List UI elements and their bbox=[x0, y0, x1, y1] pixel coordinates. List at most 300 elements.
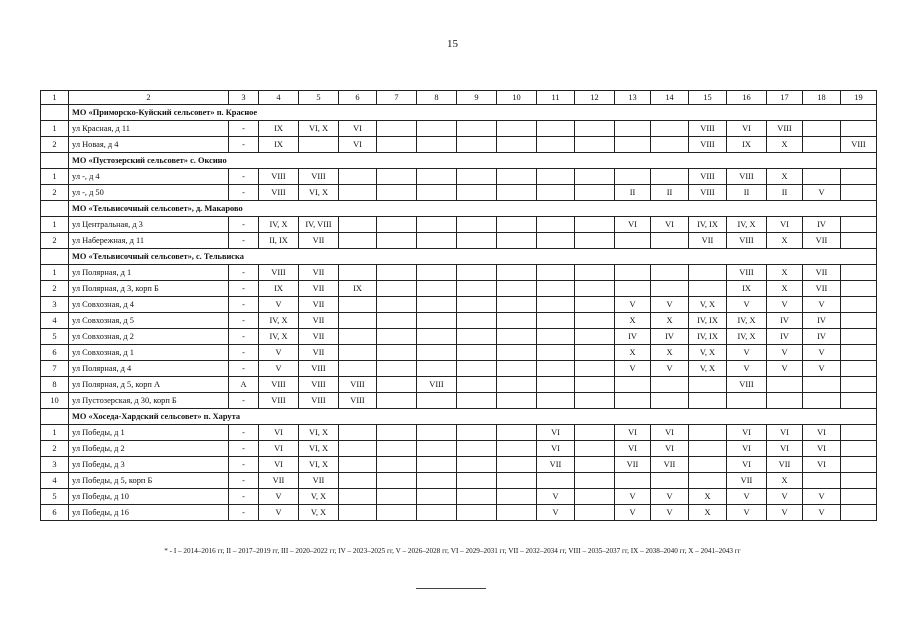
table-cell: VII bbox=[299, 297, 339, 313]
table-cell bbox=[689, 441, 727, 457]
table-cell bbox=[841, 393, 877, 409]
address-cell: ул Красная, д 11 bbox=[69, 121, 229, 137]
table-cell bbox=[497, 233, 537, 249]
table-cell: VII bbox=[299, 329, 339, 345]
table-cell: V bbox=[727, 297, 767, 313]
table-cell: V bbox=[727, 361, 767, 377]
row-number-cell: 4 bbox=[41, 473, 69, 489]
table-cell bbox=[417, 217, 457, 233]
table-cell bbox=[651, 137, 689, 153]
table-cell bbox=[575, 457, 615, 473]
table-cell bbox=[803, 377, 841, 393]
table-row bbox=[41, 313, 877, 329]
table-cell bbox=[689, 473, 727, 489]
address-cell: ул Победы, д 5, корп Б bbox=[69, 473, 229, 489]
table-cell bbox=[615, 473, 651, 489]
table-cell bbox=[575, 505, 615, 521]
table-cell: - bbox=[229, 393, 259, 409]
table-cell bbox=[457, 473, 497, 489]
table-cell bbox=[537, 393, 575, 409]
table-cell: А bbox=[229, 377, 259, 393]
table-cell bbox=[575, 393, 615, 409]
table-row bbox=[41, 345, 877, 361]
table-cell bbox=[377, 377, 417, 393]
section-title: МО «Тельвисочный сельсовет», д. Макарово bbox=[69, 201, 877, 217]
table-cell bbox=[377, 137, 417, 153]
table-cell: V bbox=[767, 361, 803, 377]
table-cell bbox=[803, 393, 841, 409]
table-cell: IX bbox=[727, 281, 767, 297]
column-header: 1 bbox=[41, 91, 69, 105]
row-number-cell: 8 bbox=[41, 377, 69, 393]
table-cell bbox=[377, 265, 417, 281]
table-cell bbox=[727, 393, 767, 409]
table-cell: IX bbox=[727, 137, 767, 153]
table-cell: V bbox=[615, 489, 651, 505]
table-cell bbox=[651, 473, 689, 489]
table-cell bbox=[575, 313, 615, 329]
table-cell bbox=[575, 185, 615, 201]
table-cell: V bbox=[259, 297, 299, 313]
table-cell bbox=[497, 297, 537, 313]
table-cell bbox=[457, 185, 497, 201]
column-header: 18 bbox=[803, 91, 841, 105]
table-cell bbox=[377, 457, 417, 473]
table-cell: X bbox=[651, 345, 689, 361]
table-cell bbox=[417, 329, 457, 345]
table-cell bbox=[651, 233, 689, 249]
table-cell: VII bbox=[727, 473, 767, 489]
table-cell bbox=[377, 169, 417, 185]
table-cell bbox=[377, 329, 417, 345]
table-cell bbox=[575, 217, 615, 233]
table-cell bbox=[457, 329, 497, 345]
table-cell: VI, X bbox=[299, 457, 339, 473]
column-header: 19 bbox=[841, 91, 877, 105]
row-number-cell: 1 bbox=[41, 265, 69, 281]
column-header: 7 bbox=[377, 91, 417, 105]
table-cell: X bbox=[767, 137, 803, 153]
table-cell: X bbox=[689, 505, 727, 521]
table-cell: - bbox=[229, 457, 259, 473]
table-cell: VI bbox=[259, 457, 299, 473]
table-cell: V, X bbox=[299, 489, 339, 505]
table-cell: X bbox=[651, 313, 689, 329]
table-cell bbox=[841, 313, 877, 329]
table-cell bbox=[841, 265, 877, 281]
footnote: * - I – 2014–2016 гг, II – 2017–2019 гг, III – 2020–2022 гг, IV – 2023–2025 гг, V – 2026–2028 гг, VI – 2029–2031 гг, VII – 2032–2034 гг, VIII – 2035–2037 гг, IX – 2038–2040 гг, X – 2041–2043 гг bbox=[164, 547, 741, 555]
table-cell: - bbox=[229, 137, 259, 153]
address-cell: ул Набережная, д 11 bbox=[69, 233, 229, 249]
row-number-cell: 2 bbox=[41, 233, 69, 249]
table-cell bbox=[339, 361, 377, 377]
table-cell: - bbox=[229, 121, 259, 137]
table-cell bbox=[841, 425, 877, 441]
column-header: 12 bbox=[575, 91, 615, 105]
column-header: 3 bbox=[229, 91, 259, 105]
table-cell: V, X bbox=[299, 505, 339, 521]
table-cell bbox=[841, 185, 877, 201]
table-cell bbox=[537, 313, 575, 329]
table-cell: V bbox=[767, 297, 803, 313]
table-cell bbox=[497, 137, 537, 153]
table-cell: V bbox=[651, 361, 689, 377]
table-cell bbox=[417, 489, 457, 505]
table-cell: VI bbox=[803, 441, 841, 457]
address-cell: ул Пустозерская, д 30, корп Б bbox=[69, 393, 229, 409]
table-cell bbox=[457, 393, 497, 409]
column-header: 9 bbox=[457, 91, 497, 105]
schedule-table-body bbox=[41, 91, 877, 521]
column-header: 14 bbox=[651, 91, 689, 105]
table-cell bbox=[339, 265, 377, 281]
table-cell bbox=[417, 505, 457, 521]
table-cell bbox=[841, 377, 877, 393]
table-cell bbox=[457, 377, 497, 393]
table-cell bbox=[417, 265, 457, 281]
table-cell bbox=[377, 425, 417, 441]
address-cell: ул Победы, д 3 bbox=[69, 457, 229, 473]
table-cell bbox=[457, 265, 497, 281]
table-cell bbox=[377, 505, 417, 521]
table-cell: - bbox=[229, 489, 259, 505]
table-cell bbox=[417, 137, 457, 153]
table-cell: VII bbox=[767, 457, 803, 473]
section-blank-cell bbox=[41, 153, 69, 169]
table-cell: V bbox=[259, 345, 299, 361]
section-header-row bbox=[41, 153, 877, 169]
section-blank-cell bbox=[41, 105, 69, 121]
table-cell: - bbox=[229, 169, 259, 185]
column-header: 11 bbox=[537, 91, 575, 105]
table-cell bbox=[497, 121, 537, 137]
address-cell: ул Победы, д 1 bbox=[69, 425, 229, 441]
table-cell: VI, X bbox=[299, 121, 339, 137]
table-cell bbox=[841, 361, 877, 377]
table-cell bbox=[377, 345, 417, 361]
table-cell: IV bbox=[767, 329, 803, 345]
table-cell bbox=[537, 329, 575, 345]
section-blank-cell bbox=[41, 409, 69, 425]
table-cell: VIII bbox=[417, 377, 457, 393]
table-cell: V bbox=[727, 505, 767, 521]
table-row bbox=[41, 281, 877, 297]
table-row bbox=[41, 265, 877, 281]
table-cell bbox=[497, 361, 537, 377]
table-cell: IV, IX bbox=[689, 217, 727, 233]
table-cell: V bbox=[259, 361, 299, 377]
table-cell bbox=[417, 425, 457, 441]
table-cell bbox=[615, 377, 651, 393]
table-cell: V bbox=[803, 361, 841, 377]
table-cell: VIII bbox=[259, 169, 299, 185]
table-cell: VI bbox=[727, 121, 767, 137]
row-number-cell: 6 bbox=[41, 345, 69, 361]
table-cell: X bbox=[767, 233, 803, 249]
table-cell: - bbox=[229, 505, 259, 521]
table-cell bbox=[377, 233, 417, 249]
table-cell: IV bbox=[803, 217, 841, 233]
table-cell bbox=[497, 377, 537, 393]
table-cell bbox=[457, 281, 497, 297]
table-cell bbox=[377, 281, 417, 297]
table-cell: IV, IX bbox=[689, 329, 727, 345]
table-row bbox=[41, 233, 877, 249]
table-cell: VI bbox=[339, 137, 377, 153]
table-cell bbox=[651, 281, 689, 297]
column-header: 10 bbox=[497, 91, 537, 105]
table-cell bbox=[575, 265, 615, 281]
table-cell: VIII bbox=[259, 377, 299, 393]
table-row bbox=[41, 441, 877, 457]
table-cell: VIII bbox=[841, 137, 877, 153]
table-cell bbox=[651, 169, 689, 185]
table-cell bbox=[497, 457, 537, 473]
table-cell bbox=[841, 297, 877, 313]
column-header: 8 bbox=[417, 91, 457, 105]
table-cell: - bbox=[229, 233, 259, 249]
table-cell: VI bbox=[767, 441, 803, 457]
table-cell: VI bbox=[537, 441, 575, 457]
table-cell: - bbox=[229, 329, 259, 345]
table-row bbox=[41, 489, 877, 505]
table-cell bbox=[575, 297, 615, 313]
address-cell: ул -, д 50 bbox=[69, 185, 229, 201]
table-cell bbox=[497, 393, 537, 409]
table-row bbox=[41, 377, 877, 393]
table-cell bbox=[457, 425, 497, 441]
table-cell: IV bbox=[767, 313, 803, 329]
table-cell bbox=[615, 265, 651, 281]
row-number-cell: 2 bbox=[41, 137, 69, 153]
table-cell bbox=[841, 233, 877, 249]
row-number-cell: 2 bbox=[41, 441, 69, 457]
table-cell bbox=[417, 297, 457, 313]
table-cell bbox=[537, 137, 575, 153]
header-row bbox=[41, 91, 877, 105]
row-number-cell: 6 bbox=[41, 505, 69, 521]
table-cell: V bbox=[767, 505, 803, 521]
table-cell: VIII bbox=[259, 393, 299, 409]
section-header-row bbox=[41, 201, 877, 217]
section-title: МО «Тельвисочный сельсовет», с. Тельвиска bbox=[69, 249, 877, 265]
table-cell bbox=[803, 473, 841, 489]
table-cell: V bbox=[651, 297, 689, 313]
table-cell bbox=[497, 441, 537, 457]
table-cell: - bbox=[229, 473, 259, 489]
table-cell: VII bbox=[803, 281, 841, 297]
table-cell: - bbox=[229, 217, 259, 233]
table-row bbox=[41, 393, 877, 409]
table-cell bbox=[575, 233, 615, 249]
table-cell: IV, X bbox=[259, 217, 299, 233]
table-row bbox=[41, 361, 877, 377]
table-cell bbox=[575, 329, 615, 345]
table-cell bbox=[457, 121, 497, 137]
table-cell bbox=[537, 217, 575, 233]
table-cell bbox=[537, 473, 575, 489]
table-cell: VII bbox=[299, 345, 339, 361]
table-cell bbox=[651, 265, 689, 281]
table-cell: VIII bbox=[339, 393, 377, 409]
table-cell: VI bbox=[339, 121, 377, 137]
table-cell bbox=[417, 313, 457, 329]
table-cell: X bbox=[767, 169, 803, 185]
table-cell bbox=[575, 345, 615, 361]
table-cell bbox=[767, 393, 803, 409]
page-number: 15 bbox=[447, 38, 458, 50]
table-cell bbox=[417, 345, 457, 361]
table-cell: IV bbox=[803, 313, 841, 329]
table-cell: IX bbox=[259, 121, 299, 137]
table-cell: V bbox=[651, 505, 689, 521]
table-cell bbox=[417, 393, 457, 409]
table-row bbox=[41, 473, 877, 489]
table-cell bbox=[457, 441, 497, 457]
table-cell: VII bbox=[299, 473, 339, 489]
table-cell: VIII bbox=[689, 121, 727, 137]
row-number-cell: 3 bbox=[41, 297, 69, 313]
table-cell bbox=[417, 121, 457, 137]
table-cell bbox=[377, 473, 417, 489]
table-cell: V, X bbox=[689, 345, 727, 361]
table-cell bbox=[841, 169, 877, 185]
table-row bbox=[41, 121, 877, 137]
table-cell: VII bbox=[689, 233, 727, 249]
table-cell bbox=[417, 473, 457, 489]
column-header: 15 bbox=[689, 91, 727, 105]
table-cell: II bbox=[615, 185, 651, 201]
table-cell bbox=[615, 169, 651, 185]
table-cell: VI, X bbox=[299, 185, 339, 201]
table-cell: VIII bbox=[299, 393, 339, 409]
table-cell bbox=[377, 441, 417, 457]
table-cell bbox=[497, 345, 537, 361]
table-cell bbox=[841, 457, 877, 473]
table-cell bbox=[537, 265, 575, 281]
table-cell: VI, X bbox=[299, 425, 339, 441]
address-cell: ул Полярная, д 5, корп А bbox=[69, 377, 229, 393]
address-cell: ул Победы, д 16 bbox=[69, 505, 229, 521]
table-cell: V bbox=[803, 489, 841, 505]
address-cell: ул Совхозная, д 5 bbox=[69, 313, 229, 329]
table-cell bbox=[457, 233, 497, 249]
table-cell bbox=[575, 377, 615, 393]
row-number-cell: 1 bbox=[41, 169, 69, 185]
table-cell bbox=[615, 233, 651, 249]
table-cell bbox=[377, 217, 417, 233]
column-header: 16 bbox=[727, 91, 767, 105]
table-cell: X bbox=[767, 265, 803, 281]
table-cell: VI bbox=[615, 217, 651, 233]
table-cell bbox=[457, 505, 497, 521]
address-cell: ул Победы, д 10 bbox=[69, 489, 229, 505]
table-cell bbox=[497, 313, 537, 329]
table-cell: IV, IX bbox=[689, 313, 727, 329]
table-row bbox=[41, 297, 877, 313]
table-cell: VI bbox=[727, 441, 767, 457]
table-cell bbox=[417, 457, 457, 473]
table-cell bbox=[575, 121, 615, 137]
table-cell bbox=[339, 297, 377, 313]
table-cell: V bbox=[615, 361, 651, 377]
table-cell: VII bbox=[651, 457, 689, 473]
schedule-table bbox=[40, 90, 877, 521]
table-cell: IV, VIII bbox=[299, 217, 339, 233]
table-cell bbox=[537, 233, 575, 249]
table-cell bbox=[457, 457, 497, 473]
column-header: 13 bbox=[615, 91, 651, 105]
table-cell: II, IX bbox=[259, 233, 299, 249]
address-cell: ул -, д 4 bbox=[69, 169, 229, 185]
table-cell: V bbox=[727, 345, 767, 361]
table-cell: V bbox=[803, 345, 841, 361]
table-cell: VI bbox=[259, 425, 299, 441]
table-cell: X bbox=[615, 313, 651, 329]
table-cell: X bbox=[689, 489, 727, 505]
address-cell: ул Совхозная, д 2 bbox=[69, 329, 229, 345]
table-cell: VI bbox=[615, 441, 651, 457]
table-cell: - bbox=[229, 297, 259, 313]
table-cell bbox=[537, 281, 575, 297]
table-row bbox=[41, 505, 877, 521]
table-row bbox=[41, 329, 877, 345]
table-cell bbox=[689, 281, 727, 297]
table-cell: X bbox=[767, 281, 803, 297]
table-cell bbox=[457, 489, 497, 505]
table-cell bbox=[537, 169, 575, 185]
table-cell: - bbox=[229, 281, 259, 297]
address-cell: ул Новая, д 4 bbox=[69, 137, 229, 153]
table-cell: - bbox=[229, 441, 259, 457]
table-cell: IV, X bbox=[259, 313, 299, 329]
table-cell bbox=[339, 313, 377, 329]
section-header-row bbox=[41, 105, 877, 121]
table-cell bbox=[803, 137, 841, 153]
column-header: 17 bbox=[767, 91, 803, 105]
row-number-cell: 2 bbox=[41, 185, 69, 201]
table-row bbox=[41, 217, 877, 233]
table-cell bbox=[497, 505, 537, 521]
table-cell bbox=[575, 441, 615, 457]
table-cell bbox=[537, 345, 575, 361]
table-cell: VI bbox=[537, 425, 575, 441]
column-header: 5 bbox=[299, 91, 339, 105]
table-cell bbox=[417, 361, 457, 377]
row-number-cell: 3 bbox=[41, 457, 69, 473]
table-cell: VI bbox=[727, 457, 767, 473]
table-cell bbox=[497, 265, 537, 281]
table-cell bbox=[497, 489, 537, 505]
table-cell bbox=[339, 425, 377, 441]
address-cell: ул Полярная, д 4 bbox=[69, 361, 229, 377]
table-row bbox=[41, 457, 877, 473]
row-number-cell: 2 bbox=[41, 281, 69, 297]
table-cell: VII bbox=[299, 281, 339, 297]
table-cell bbox=[537, 185, 575, 201]
table-cell: VII bbox=[615, 457, 651, 473]
address-cell: ул Полярная, д 1 bbox=[69, 265, 229, 281]
table-cell: IV, X bbox=[727, 217, 767, 233]
table-cell: VII bbox=[259, 473, 299, 489]
table-cell bbox=[689, 425, 727, 441]
table-cell bbox=[615, 393, 651, 409]
table-cell: VIII bbox=[727, 169, 767, 185]
table-cell: - bbox=[229, 361, 259, 377]
table-cell bbox=[457, 297, 497, 313]
table-cell bbox=[803, 169, 841, 185]
table-cell: IX bbox=[339, 281, 377, 297]
